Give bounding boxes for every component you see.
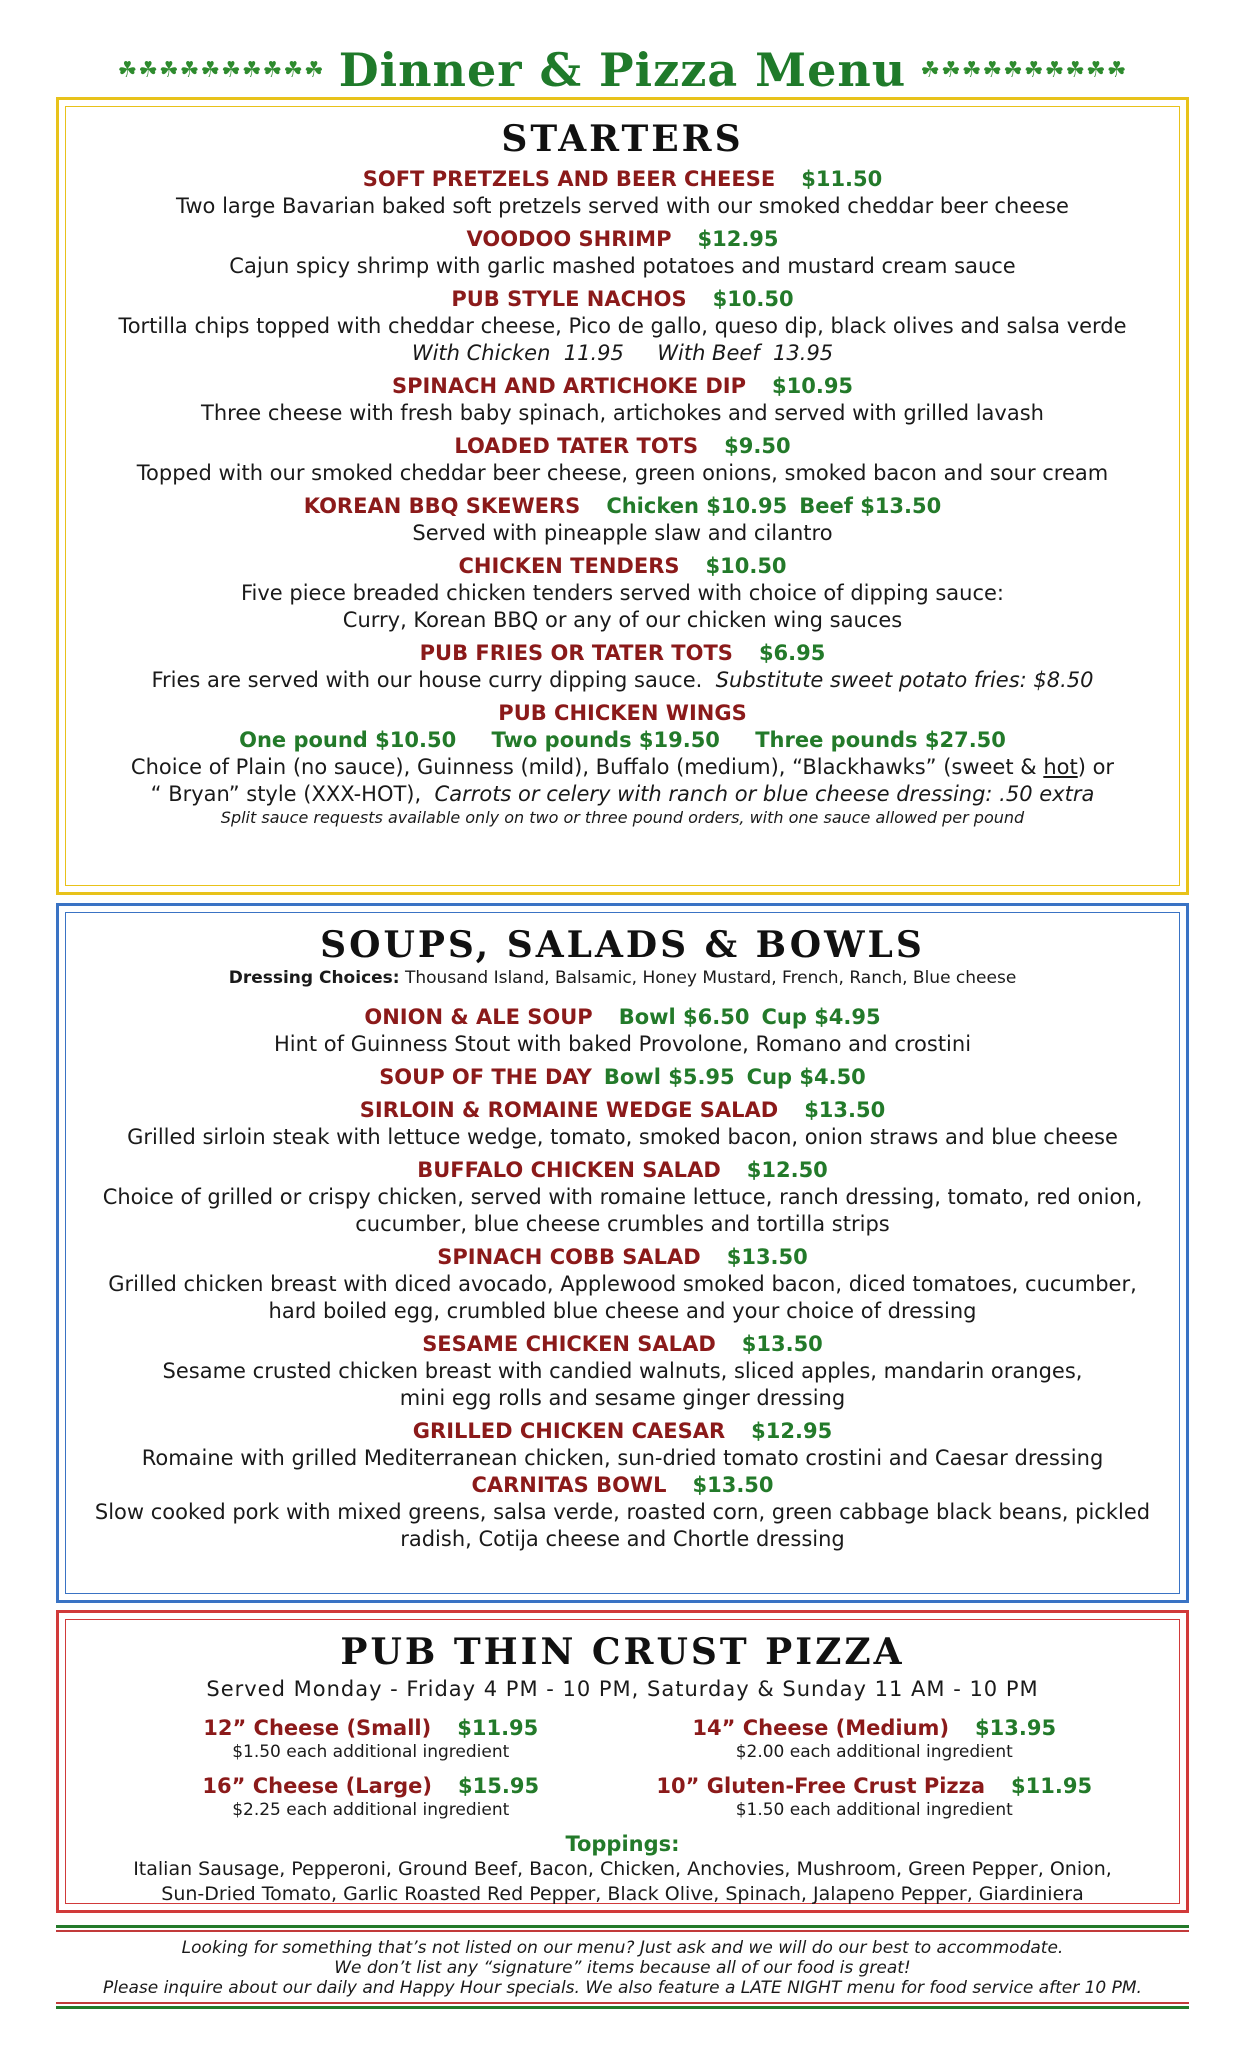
section-title: STARTERS <box>501 118 744 160</box>
item-description: Two large Bavarian baked soft pretzels served with our smoked cheddar beer cheese <box>176 194 1069 218</box>
item-price: $12.95 <box>751 1419 833 1443</box>
item-name: PUB STYLE NACHOS <box>451 287 687 311</box>
menu-item <box>59 1064 1186 1091</box>
menu-item <box>59 1418 1186 1472</box>
toppings-title: Toppings: <box>565 1832 680 1856</box>
item-name: ONION & ALE SOUP <box>364 1005 593 1029</box>
item-description: hard boiled egg, crumbled blue cheese and your choice of dressing <box>268 1299 977 1323</box>
footer-line: We don’t list any “signature” items because all of our food is great! <box>334 1958 911 1978</box>
menu-item <box>59 1331 1186 1412</box>
item-name: PUB FRIES OR TATER TOTS <box>419 641 733 665</box>
menu-item <box>59 1097 1186 1151</box>
menu-item <box>59 1004 1186 1058</box>
item-description <box>59 781 1186 808</box>
item-description: Hint of Guinness Stout with baked Provolone, Romano and crostini <box>273 1032 972 1056</box>
item-price: $10.95 <box>772 374 854 398</box>
pizza-item <box>623 1715 1127 1763</box>
item-name: LOADED TATER TOTS <box>454 434 699 458</box>
item-description: cucumber, blue cheese crumbles and tortilla strips <box>355 1212 890 1236</box>
menu-item <box>59 166 1186 220</box>
menu-item <box>59 373 1186 427</box>
item-price: $6.95 <box>758 641 826 665</box>
wings-prices <box>59 727 1186 754</box>
pizza-ingredient-note: $2.25 each additional ingredient <box>232 1800 510 1820</box>
item-name: SPINACH COBB SALAD <box>437 1245 701 1269</box>
item-price: $9.50 <box>724 434 791 458</box>
item-price: Bowl $6.50 <box>618 1005 750 1029</box>
item-substitute-note: Substitute sweet potato fries: $8.50 <box>715 668 1094 692</box>
section-title: PUB THIN CRUST PIZZA <box>340 1631 905 1673</box>
item-name: PUB CHICKEN WINGS <box>498 701 747 725</box>
item-description: Five piece breaded chicken tenders served with choice of dipping sauce: <box>240 581 1004 605</box>
item-price: $10.50 <box>712 287 794 311</box>
footer-line: Please inquire about our daily and Happy Hour specials. We also feature a LATE NIGHT menu for food service after 10 PM. <box>103 1978 1142 1998</box>
divider <box>56 2006 1189 2009</box>
item-price: $13.95 <box>975 1716 1057 1740</box>
item-description-text: Fries are served with our house curry dipping sauce. <box>151 668 703 692</box>
item-description: Sesame crusted chicken breast with candied walnuts, sliced apples, mandarin oranges, <box>162 1359 1083 1383</box>
menu-title: Dinner & Pizza Menu <box>338 43 907 97</box>
menu-item <box>59 640 1186 694</box>
item-name: CARNITAS BOWL <box>471 1473 667 1497</box>
divider <box>56 1925 1189 1928</box>
item-name: GRILLED CHICKEN CAESAR <box>412 1419 726 1443</box>
item-price: $13.50 <box>692 1473 774 1497</box>
pizza-item <box>623 1773 1127 1821</box>
item-price: $15.95 <box>458 1774 540 1798</box>
item-description: radish, Cotija cheese and Chortle dressing <box>400 1527 845 1551</box>
item-description: Cajun spicy shrimp with garlic mashed potatoes and mustard cream sauce <box>229 254 1016 278</box>
item-description: Choice of grilled or crispy chicken, served with romaine lettuce, ranch dressing, tomato, red onion, <box>102 1185 1143 1209</box>
wings-sauce-text: Choice of Plain (no sauce), Guinness (mild), Buffalo (medium), “Blackhawks” (sweet & <box>130 755 1044 779</box>
wings-sauce-text-end: ) or <box>1077 755 1115 779</box>
item-price: $13.50 <box>726 1245 808 1269</box>
item-price: $12.50 <box>746 1158 828 1182</box>
item-name: SOUP OF THE DAY <box>379 1065 592 1089</box>
pizza-ingredient-note: $2.00 each additional ingredient <box>735 1742 1013 1762</box>
item-price: Cup $4.95 <box>761 1005 881 1029</box>
item-name: VOODOO SHRIMP <box>466 227 672 251</box>
menu-item <box>59 1157 1186 1238</box>
footer-line: Looking for something that’s not listed on our menu? Just ask and we will do our best to accommodate. <box>181 1938 1064 1958</box>
item-price: Bowl $5.95 <box>603 1065 735 1089</box>
item-description: Curry, Korean BBQ or any of our chicken wing sauces <box>342 608 903 632</box>
menu-item <box>59 493 1186 547</box>
item-price: Three pounds $27.50 <box>755 728 1006 752</box>
item-price: Two pounds $19.50 <box>491 728 720 752</box>
footer-note <box>56 1934 1189 2002</box>
item-description: Three cheese with fresh baby spinach, artichokes and served with grilled lavash <box>201 401 1044 425</box>
wings-split-note: Split sauce requests available only on two or three pound orders, with one sauce allowed per pound <box>220 808 1025 827</box>
item-price: $12.95 <box>697 227 779 251</box>
item-description: Grilled chicken breast with diced avocado, Applewood smoked bacon, diced tomatoes, cucumber, <box>108 1272 1137 1296</box>
item-price: Chicken $10.95 <box>606 494 788 518</box>
item-price: $11.95 <box>457 1716 539 1740</box>
item-name: 14” Cheese (Medium) <box>692 1716 950 1740</box>
item-description: Grilled sirloin steak with lettuce wedge, tomato, smoked bacon, onion straws and blue cheese <box>127 1125 1118 1149</box>
menu-header <box>60 40 1185 100</box>
item-name: 16” Cheese (Large) <box>202 1774 433 1798</box>
item-name: KOREAN BBQ SKEWERS <box>303 494 581 518</box>
item-name: SOFT PRETZELS AND BEER CHEESE <box>362 167 776 191</box>
item-name: 12” Cheese (Small) <box>203 1716 432 1740</box>
pizza-grid <box>119 1715 1126 1821</box>
menu-item <box>59 553 1186 634</box>
menu-item <box>59 1472 1186 1553</box>
item-description: Slow cooked pork with mixed greens, salsa verde, roasted corn, green cabbage black beans, pickled <box>94 1500 1151 1524</box>
pizza-ingredient-note: $1.50 each additional ingredient <box>232 1742 510 1762</box>
pizza-item <box>119 1715 623 1763</box>
item-addon-prices: With Chicken 11.95 With Beef 13.95 <box>411 341 834 365</box>
divider <box>56 2002 1189 2004</box>
divider <box>56 1930 1189 1932</box>
item-description: Tortilla chips topped with cheddar cheese, Pico de gallo, queso dip, black olives and salsa verde <box>118 314 1127 338</box>
item-price: $11.95 <box>1011 1774 1093 1798</box>
item-price: $13.50 <box>741 1332 823 1356</box>
item-description: mini egg rolls and sesame ginger dressing <box>399 1386 846 1410</box>
toppings-list: Italian Sausage, Pepperoni, Ground Beef, Bacon, Chicken, Anchovies, Mushroom, Green Pepper, Onion, <box>133 1858 1112 1880</box>
item-description: Served with pineapple slaw and cilantro <box>412 521 833 545</box>
pizza-hours: Served Monday - Friday 4 PM - 10 PM, Saturday & Sunday 11 AM - 10 PM <box>206 1677 1039 1701</box>
toppings-list: Sun-Dried Tomato, Garlic Roasted Red Pepper, Black Olive, Spinach, Jalapeno Pepper, Giardiniera <box>161 1883 1084 1905</box>
pizza-ingredient-note: $1.50 each additional ingredient <box>735 1800 1013 1820</box>
starters-section <box>56 97 1189 895</box>
item-description: Topped with our smoked cheddar beer cheese, green onions, smoked bacon and sour cream <box>136 461 1109 485</box>
wings-dressing-note: Carrots or celery with ranch or blue cheese dressing: .50 extra <box>434 782 1095 806</box>
item-name: CHICKEN TENDERS <box>458 554 680 578</box>
item-price: $10.50 <box>705 554 787 578</box>
wings-hot-text: hot <box>1043 755 1078 779</box>
menu-item <box>59 433 1186 487</box>
pizza-item <box>119 1773 623 1821</box>
item-price: $11.50 <box>801 167 883 191</box>
dressing-choices <box>59 966 1186 990</box>
item-name: SIRLOIN & ROMAINE WEDGE SALAD <box>359 1098 779 1122</box>
item-name: SPINACH AND ARTICHOKE DIP <box>391 374 746 398</box>
item-price: One pound $10.50 <box>239 728 457 752</box>
item-name: BUFFALO CHICKEN SALAD <box>417 1158 721 1182</box>
item-price: Cup $4.50 <box>746 1065 866 1089</box>
menu-item <box>59 286 1186 367</box>
item-price: $13.50 <box>804 1098 886 1122</box>
item-description <box>59 667 1186 694</box>
dressing-list: Thousand Island, Balsamic, Honey Mustard, French, Ranch, Blue cheese <box>405 968 1017 988</box>
item-description <box>59 754 1186 781</box>
menu-item <box>59 1244 1186 1325</box>
pizza-section <box>56 1610 1189 1913</box>
item-name: 10” Gluten-Free Crust Pizza <box>656 1774 986 1798</box>
shamrock-icon: ☘☘☘☘☘☘☘☘☘☘ <box>117 57 325 83</box>
shamrock-icon: ☘☘☘☘☘☘☘☘☘☘ <box>920 57 1128 83</box>
wings-hot-style: “ Bryan” style (XXX-HOT), <box>150 782 422 806</box>
item-name: SESAME CHICKEN SALAD <box>422 1332 716 1356</box>
dressing-label: Dressing Choices: <box>228 968 400 988</box>
item-description: Romaine with grilled Mediterranean chicken, sun-dried tomato crostini and Caesar dressing <box>141 1446 1104 1470</box>
item-price: Beef $13.50 <box>799 494 942 518</box>
soups-salads-section <box>56 903 1189 1603</box>
menu-footer <box>56 1925 1189 2011</box>
section-title: SOUPS, SALADS & BOWLS <box>320 924 925 966</box>
menu-item <box>59 226 1186 280</box>
menu-item-wings <box>59 700 1186 828</box>
